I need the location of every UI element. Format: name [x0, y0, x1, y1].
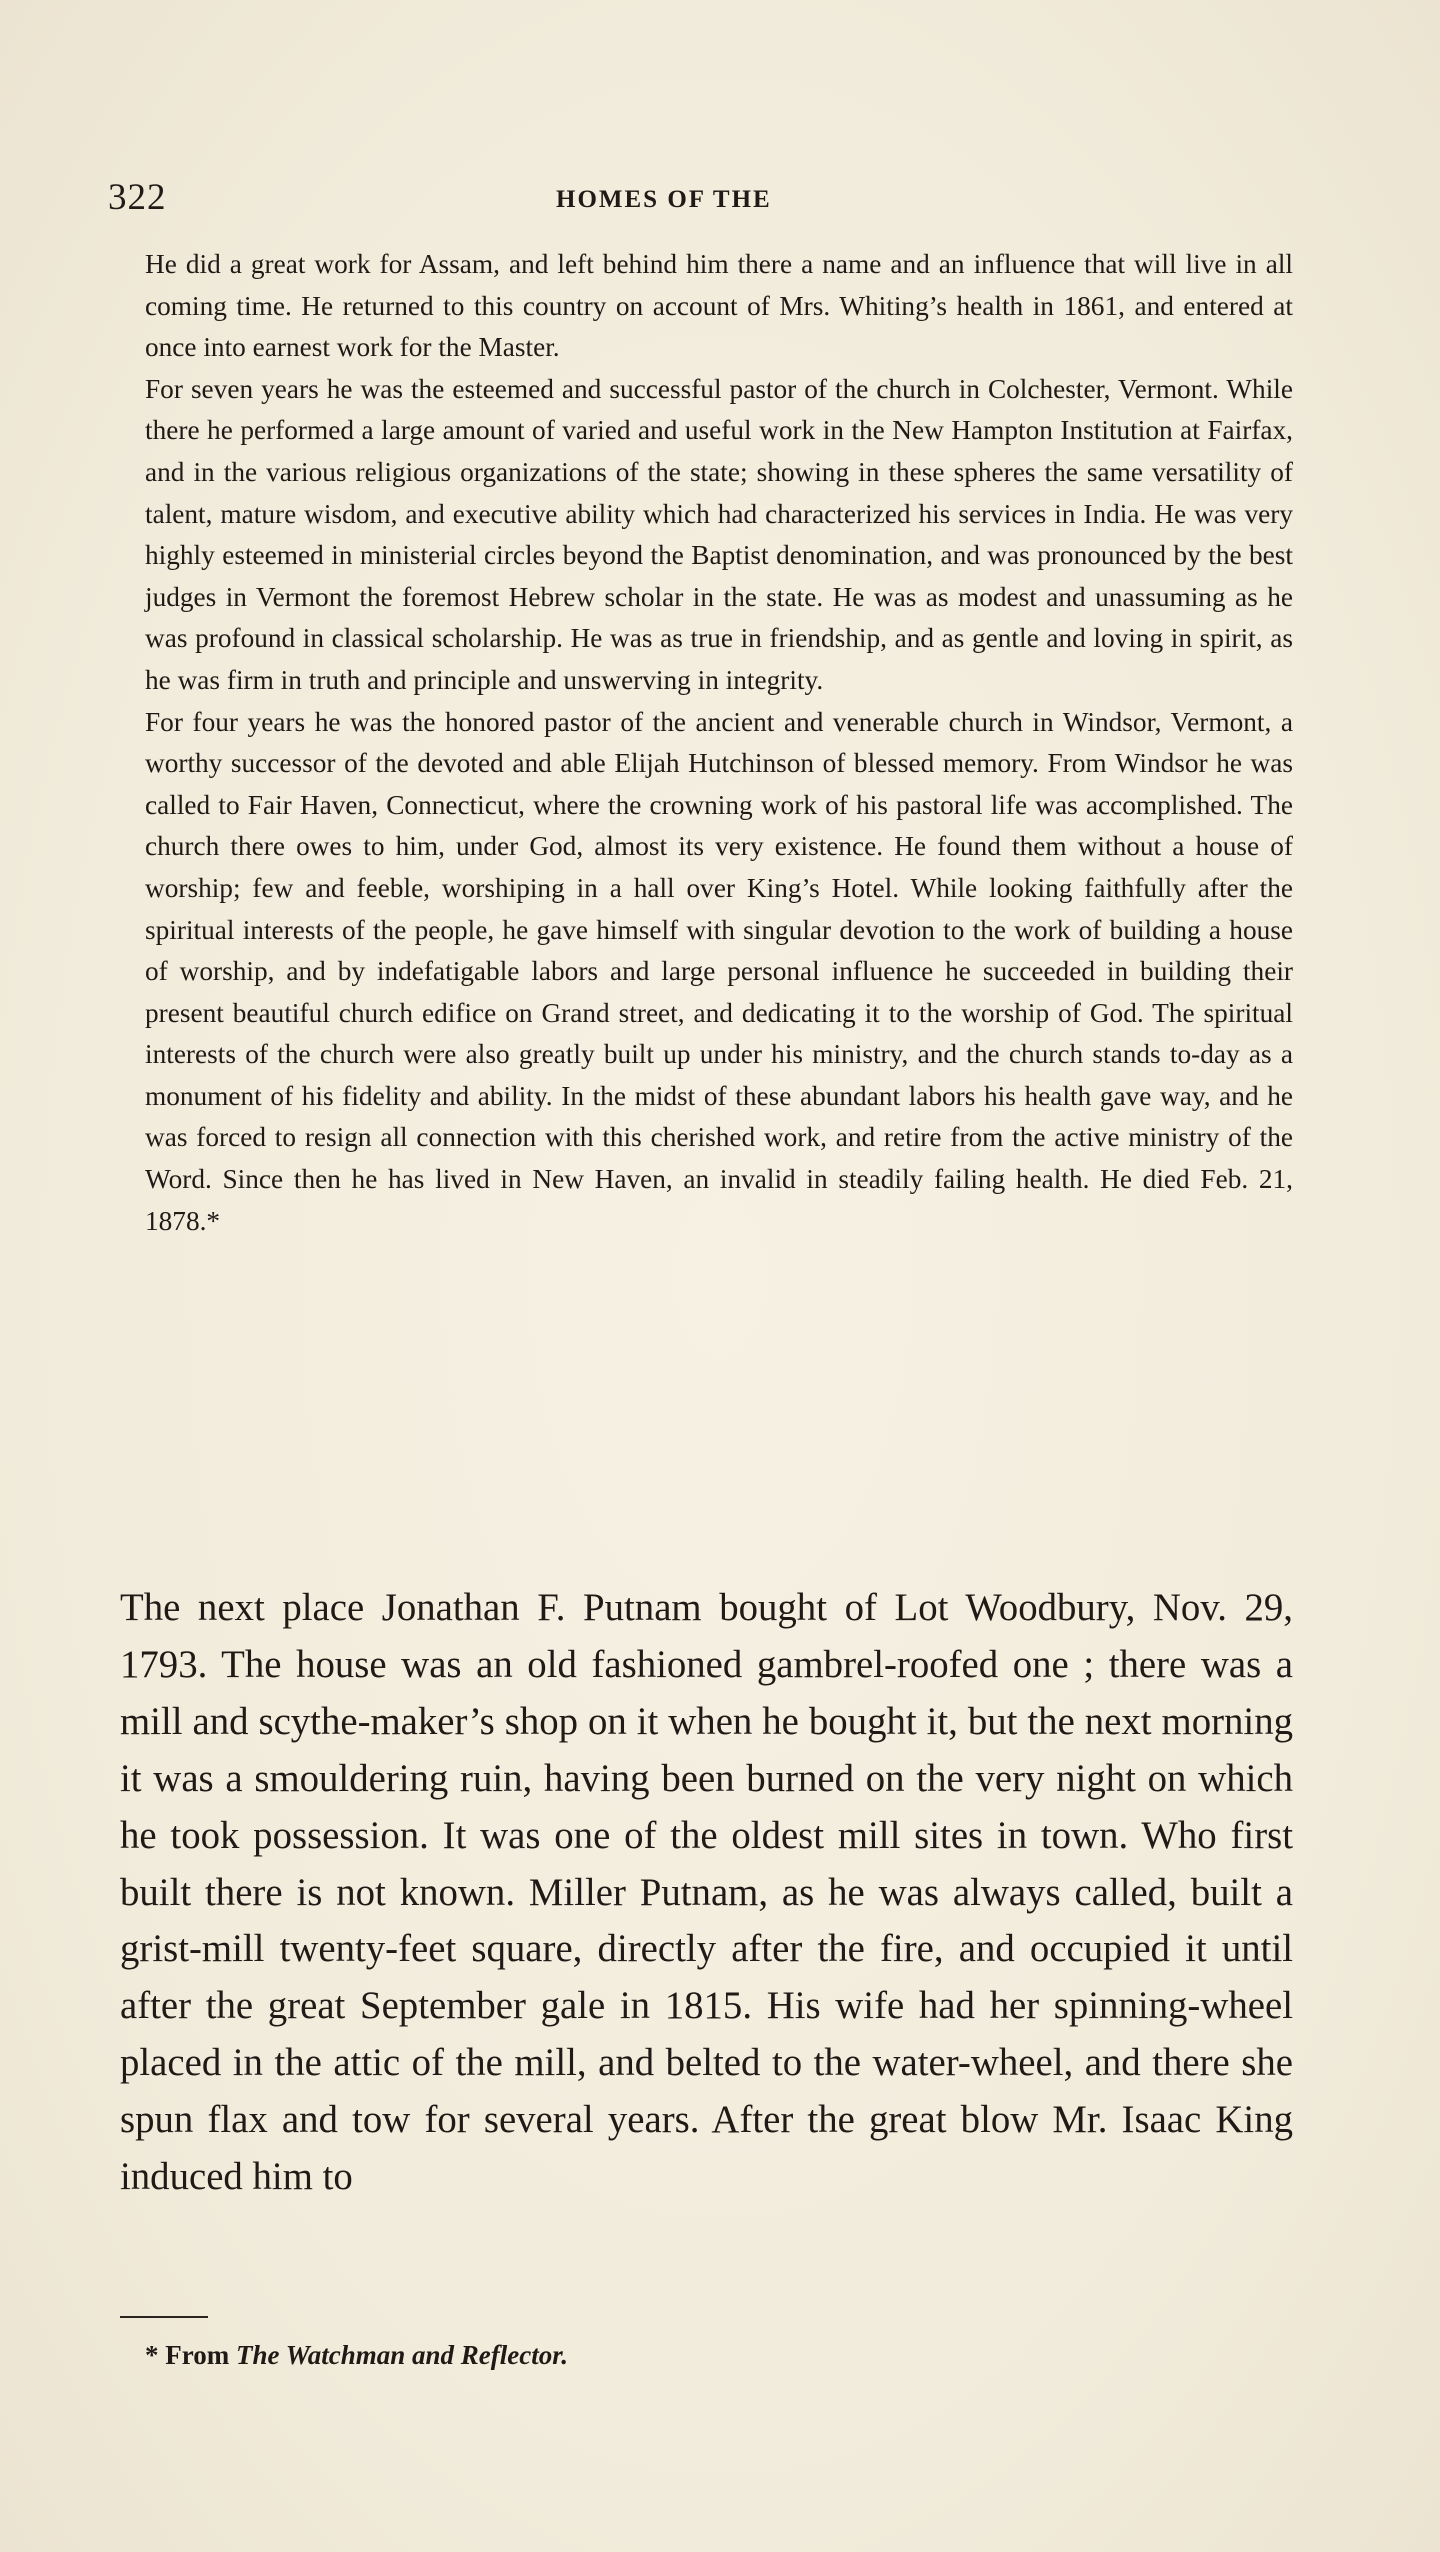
page-header	[108, 176, 1292, 226]
footnote-source: The Watchman and Reflector.	[235, 2340, 568, 2370]
main-paragraph: The next place Jonathan F. Putnam bought of Lot Woodbury, Nov. 29, 1793. The house was an old fashioned gambrel-roofed one ; there was a mill and scythe-maker’s shop on it when he bought it, but the next morning it was a smouldering ruin, having been burned on the very night on which he took possession. It was one of the oldest mill sites in town. Who first built there is not known. Miller Putnam, as he was always called, built a grist-mill twenty-feet square, directly after the fire, and occupied it until after the great September gale in 1815. His wife had her spinning-wheel placed in the attic of the mill, and belted to the water-wheel, and there she spun flax and tow for several years. After the great blow Mr. Isaac King induced him to	[120, 1586, 1293, 2199]
page-number: 322	[108, 177, 167, 218]
main-text	[120, 1580, 1293, 2206]
quote-paragraph: For seven years he was the esteemed and successful pastor of the church in Colchester, Vermont. While there he performed a large amount of varied and useful work in the New Hampton Institution at Fairfax, and in the various religious organizations of the state; showing in these spheres the same versatility of talent, mature wisdom, and executive ability which had characterized his services in India. He was very highly esteemed in ministerial circles beyond the Baptist denomination, and was pronounced by the best judges in Vermont the foremost Hebrew scholar in the state. He was as modest and unassuming as he was profound in classical scholarship. He was as true in friendship, and as gentle and loving in spirit, as he was firm in truth and principle and unswerving in integrity.	[145, 373, 1293, 695]
quoted-obituary	[145, 244, 1293, 1242]
footnote-marker: * From	[145, 2340, 230, 2370]
footnote	[145, 2340, 568, 2371]
quote-paragraph: He did a great work for Assam, and left behind him there a name and an influence that will live in all coming time. He returned to this country on account of Mrs. Whiting’s health in 1861, and entered at once into earnest work for the Master.	[145, 249, 1293, 363]
quote-paragraph: For four years he was the honored pastor of the ancient and venerable church in Windsor, Vermont, a worthy successor of the devoted and able Elijah Hutchinson of blessed memory. From Windsor he was called to Fair Haven, Connecticut, where the crowning work of his pastoral life was accomplished. The church there owes to him, under God, almost its very existence. He found them without a house of worship; few and feeble, worshiping in a hall over King’s Hotel. While looking faithfully after the spiritual interests of the people, he gave himself with singular devotion to the work of building a house of worship, and by indefatigable labors and large personal influence he succeeded in building their present beautiful church edifice on Grand street, and dedicating it to the worship of God. The spiritual interests of the church were also greatly built up under his ministry, and the church stands to-day as a monument of his fidelity and ability. In the midst of these abundant labors his health gave way, and he was forced to resign all connection with this cherished work, and retire from the active ministry of the Word. Since then he has lived in New Haven, an invalid in steadily failing health. He died Feb. 21, 1878.*	[145, 706, 1293, 1236]
running-head: HOMES OF THE	[556, 186, 772, 213]
footnote-divider	[120, 2316, 208, 2318]
